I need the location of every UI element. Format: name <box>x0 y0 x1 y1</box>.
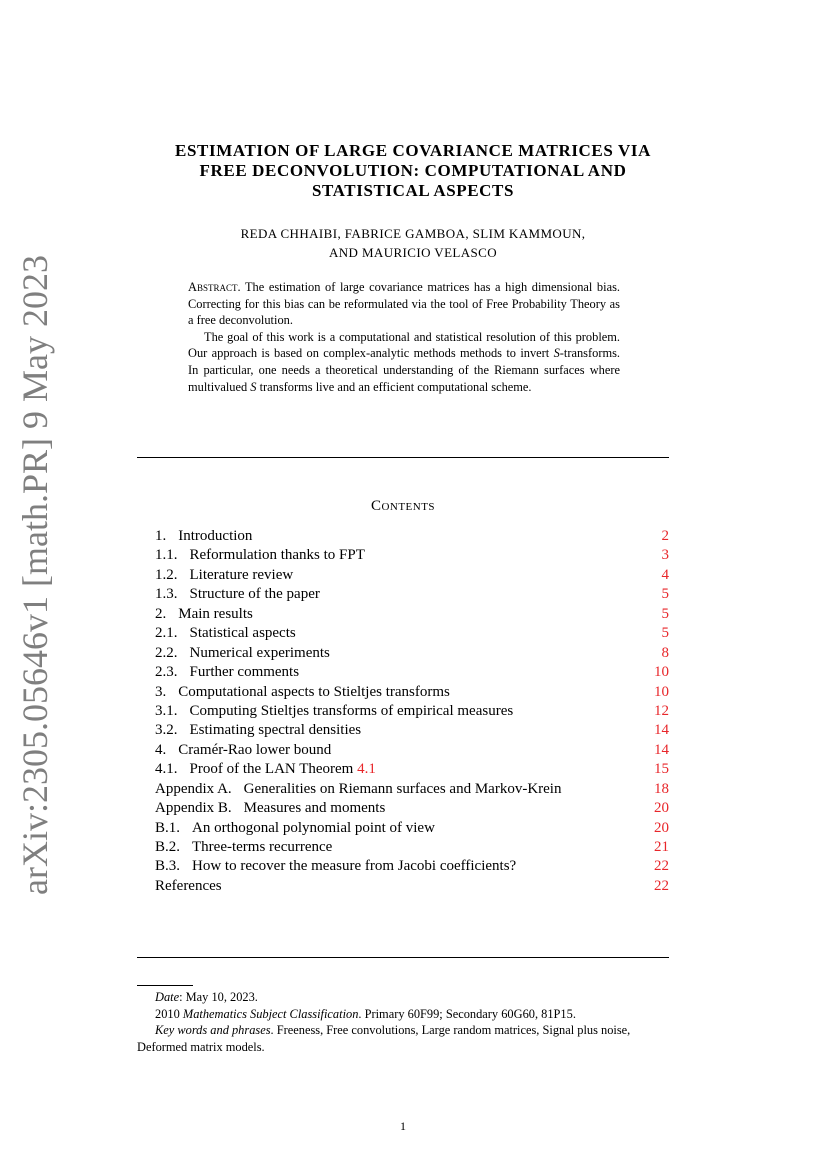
horizontal-rule <box>137 957 669 958</box>
toc-entry-left <box>155 819 435 838</box>
toc-entry-left <box>155 780 561 799</box>
toc-section-title: How to recover the measure from Jacobi coefficients? <box>192 858 517 875</box>
toc-section-title: Proof of the LAN Theorem <box>189 761 358 778</box>
toc-entry-left <box>155 605 253 624</box>
abstract-text: The goal of this work is a computational and statistical resolution of this problem. Our approach is based on complex-analytic methods methods to invert <box>188 329 620 361</box>
contents-heading: Contents <box>370 498 436 514</box>
toc-section-title: An orthogonal polynomial point of view <box>192 819 435 836</box>
toc-section-title: Computational aspects to Stieltjes transforms <box>178 683 450 700</box>
toc-section-title: Measures and moments <box>243 800 386 817</box>
toc-page-link[interactable]: 15 <box>654 761 669 778</box>
toc-section-title: Further comments <box>189 664 300 681</box>
toc-entry[interactable] <box>155 683 669 702</box>
toc-entry[interactable] <box>155 566 669 585</box>
toc-section-number: 1.2. <box>155 566 178 583</box>
page-number: 1 <box>400 1119 406 1133</box>
toc-section-number: 2.2. <box>155 644 178 661</box>
toc-section-title: Statistical aspects <box>189 625 296 642</box>
toc-page-link[interactable]: 5 <box>661 586 669 603</box>
toc-section-title: Reformulation thanks to FPT <box>189 547 365 564</box>
toc-entry-left <box>155 624 296 643</box>
toc-page-link[interactable]: 22 <box>654 877 669 894</box>
toc-entry-left <box>155 566 293 585</box>
footnote-rule <box>137 985 193 986</box>
toc-section-title: Cramér-Rao lower bound <box>178 741 332 758</box>
toc-section-number: 4.1. <box>155 761 178 778</box>
footnote-date <box>137 989 669 1006</box>
toc-section-number: 4. <box>155 741 167 758</box>
toc-section-title: Generalities on Riemann surfaces and Markov-Krein <box>243 780 562 797</box>
toc-entry[interactable] <box>155 741 669 760</box>
authors-line: AND MAURICIO VELASCO <box>328 245 498 260</box>
toc-entry[interactable] <box>155 527 669 546</box>
toc-entry[interactable] <box>155 838 669 857</box>
toc-section-title: Introduction <box>178 528 253 544</box>
toc-entry[interactable] <box>155 857 669 876</box>
footnote-prefix: 2010 <box>155 1006 183 1021</box>
toc-page-link[interactable]: 5 <box>661 605 669 622</box>
abstract-text: -transforms. In particular, one needs a theoretical understanding of the Riemann surfaces where multivalued <box>188 346 620 394</box>
abstract-text: transforms live and an efficient computational scheme. <box>256 379 532 394</box>
math-symbol: S <box>553 346 560 361</box>
toc-page-link[interactable]: 12 <box>654 702 669 719</box>
title-line: STATISTICAL ASPECTS <box>311 181 515 200</box>
footnotes <box>137 989 669 1055</box>
toc-entry[interactable] <box>155 585 669 604</box>
title-line: FREE DECONVOLUTION: COMPUTATIONAL AND <box>199 161 627 180</box>
toc-page-link[interactable]: 22 <box>654 858 669 875</box>
toc-section-title: References <box>155 877 222 894</box>
toc-entry-left <box>155 760 376 779</box>
toc-entry[interactable] <box>155 644 669 663</box>
toc-section-number: 3. <box>155 683 167 700</box>
abstract-paragraph <box>188 329 620 395</box>
footnote-label: Key words and phrases <box>155 1023 271 1037</box>
footnote-label: Date <box>155 990 180 1004</box>
footnote-value: : May 10, 2023. <box>179 990 258 1004</box>
toc-section-title: Numerical experiments <box>189 644 330 661</box>
toc-entry[interactable] <box>155 605 669 624</box>
toc-entry[interactable] <box>155 877 669 896</box>
toc-entry[interactable] <box>155 702 669 721</box>
toc-section-number: 3.2. <box>155 722 178 739</box>
toc-entry-left <box>155 663 299 682</box>
footnote-value: . Freeness, Free convolutions, Large random matrices, Signal plus noise, Deformed matrix models. <box>137 1023 631 1054</box>
toc-page-link[interactable]: 3 <box>661 547 669 564</box>
toc-entry[interactable] <box>155 780 669 799</box>
toc-section-title: Three-terms recurrence <box>192 839 333 855</box>
toc-entry-left <box>155 683 450 702</box>
toc-page-link[interactable]: 10 <box>654 683 669 700</box>
table-of-contents <box>155 527 669 896</box>
abstract-paragraph: Abstract. The estimation of large covariance matrices has a high dimensional bias. Correcting for this bias can be reformulated via the tool of Free Probability Theory as a free deconvolution. <box>188 280 620 328</box>
toc-entry-left <box>155 527 252 546</box>
title-line: ESTIMATION OF LARGE COVARIANCE MATRICES VIA <box>175 141 651 160</box>
toc-entry-left <box>155 546 365 565</box>
toc-section-title: Estimating spectral densities <box>189 722 362 739</box>
toc-entry[interactable] <box>155 721 669 740</box>
toc-section-number: B.1. <box>155 819 181 836</box>
toc-entry-left <box>155 702 513 721</box>
toc-section-title: Main results <box>178 605 253 622</box>
toc-section-title: Structure of the paper <box>189 586 320 603</box>
toc-entry-left <box>155 721 361 740</box>
arxiv-identifier[interactable]: arXiv:2305.05646v1 [math.PR] 9 May 2023 <box>15 255 55 895</box>
toc-section-number: 2.3. <box>155 664 178 681</box>
toc-page-link[interactable]: 14 <box>654 741 669 758</box>
authors-line: REDA CHHAIBI, FABRICE GAMBOA, SLIM KAMMOUN, <box>240 226 586 241</box>
toc-entry-left <box>155 644 330 663</box>
toc-section-title: Computing Stieltjes transforms of empirical measures <box>189 702 514 719</box>
toc-entry-left <box>155 877 222 896</box>
toc-section-number: B.3. <box>155 858 181 875</box>
toc-entry[interactable] <box>155 624 669 643</box>
horizontal-rule <box>137 457 669 458</box>
toc-page-link[interactable]: 20 <box>654 800 669 817</box>
toc-entry[interactable] <box>155 760 669 779</box>
toc-section-number: Appendix A. <box>155 780 232 797</box>
toc-section-number: 2.1. <box>155 625 178 642</box>
math-symbol: S <box>250 379 257 394</box>
toc-page-link[interactable]: 14 <box>654 722 669 739</box>
toc-section-number: 1. <box>155 528 167 544</box>
theorem-reference-link[interactable]: 4.1 <box>357 761 376 778</box>
footnote-value: . Primary 60F99; Secondary 60G60, 81P15. <box>358 1006 576 1021</box>
toc-entry[interactable] <box>155 546 669 565</box>
toc-entry[interactable] <box>155 663 669 682</box>
toc-entry-left <box>155 585 320 604</box>
toc-page-link[interactable]: 8 <box>661 644 669 661</box>
toc-section-number: B.2. <box>155 839 181 855</box>
toc-page-link[interactable]: 21 <box>654 839 669 855</box>
toc-entry-left <box>155 741 331 760</box>
toc-section-number: 2. <box>155 605 167 622</box>
toc-section-number: 3.1. <box>155 702 178 719</box>
toc-page-link[interactable]: 4 <box>661 566 669 583</box>
toc-section-title: Literature review <box>189 566 294 583</box>
abstract-text: The estimation of large covariance matrices has a high dimensional bias. Correcting for this bias can be reformulated via the tool of Free Probability Theory as a free deconvolution. <box>188 280 620 328</box>
toc-page-link[interactable]: 2 <box>661 528 669 544</box>
toc-entry[interactable] <box>155 799 669 818</box>
toc-entry-left <box>155 857 516 876</box>
abstract <box>188 279 620 395</box>
toc-section-number: Appendix B. <box>155 800 232 817</box>
toc-page-link[interactable]: 20 <box>654 819 669 836</box>
toc-entry-left <box>155 838 332 857</box>
toc-page-link[interactable]: 18 <box>654 780 669 797</box>
paper-title <box>120 141 706 201</box>
toc-page-link[interactable]: 5 <box>661 625 669 642</box>
toc-entry-left <box>155 799 385 818</box>
footnote-label: Mathematics Subject Classification <box>182 1006 359 1021</box>
author-list <box>120 224 706 262</box>
footnote-msc <box>137 1006 669 1023</box>
footnote-keywords <box>137 1022 669 1055</box>
abstract-label: Abstract <box>188 280 238 294</box>
toc-section-number: 1.1. <box>155 547 178 564</box>
toc-page-link[interactable]: 10 <box>654 664 669 681</box>
toc-section-number: 1.3. <box>155 586 178 603</box>
toc-entry[interactable] <box>155 819 669 838</box>
